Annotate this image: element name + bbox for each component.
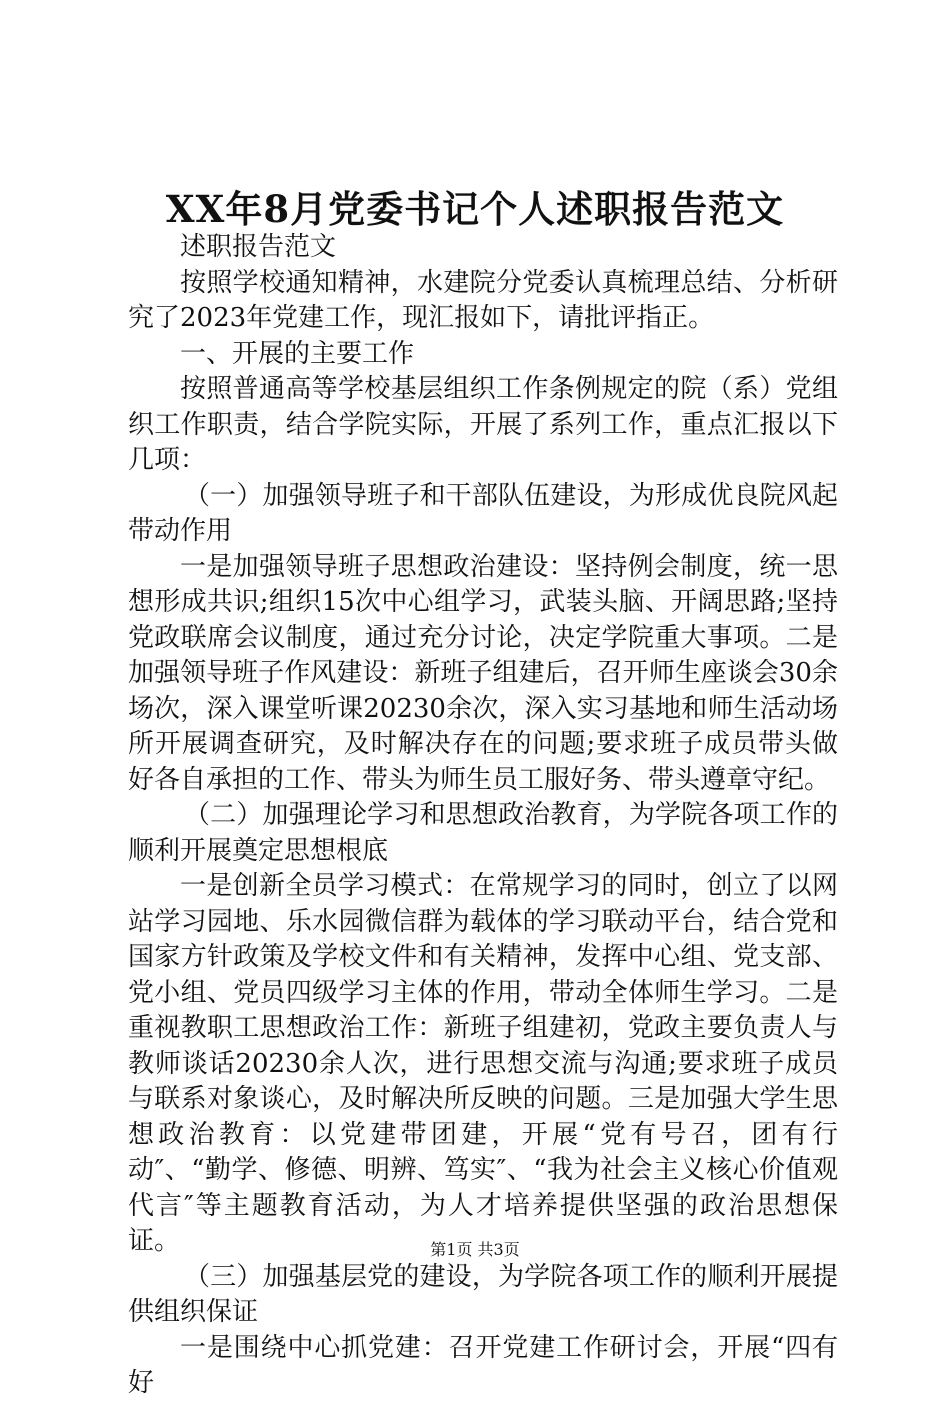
subsection-heading: （三）加强基层党的建设，为学院各项工作的顺利开展提供组织保证	[128, 1261, 838, 1327]
paragraph: 一是创新全员学习模式：在常规学习的同时，创立了以网站学习园地、乐水园微信群为载体的学习联动平台，结合党和国家方针政策及学校文件和有关精神，发挥中心组、党支部、党小组、党员四级学习主体的作用，带动全体师生学习。二是重视教职工思想政治工作：新班子组建初，党政主要负责人与教师谈话20230余人次，进行思想交流与沟通;要求班子成员与联系对象谈心，及时解决所反映的问题。三是加强大学生思想政治教育：以党建带团建，开展“党有号召，团有行动″、“勤学、修德、明辨、笃实″、“我为社会主义核心价值观代言″等主题教育活动，为人才培养提供坚强的政治思想保证。	[128, 871, 838, 1256]
document-body	[128, 230, 838, 1402]
page-footer: 第1页 共3页	[430, 1240, 520, 1259]
document-title: XX年8月党委书记个人述职报告范文	[165, 187, 785, 231]
subsection-heading: （二）加强理论学习和思想政治教育，为学院各项工作的顺利开展奠定思想根底	[128, 800, 838, 866]
section-heading: 一、开展的主要工作	[180, 338, 415, 369]
paragraph: 一是围绕中心抓党建：召开党建工作研讨会，开展“四有好	[128, 1332, 838, 1398]
paragraph: 按照学校通知精神，水建院分党委认真梳理总结、分析研究了2023年党建工作，现汇报如下，请批评指正。	[128, 267, 838, 333]
subsection-heading: （一）加强领导班子和干部队伍建设，为形成优良院风起带动作用	[128, 480, 838, 546]
paragraph: 一是加强领导班子思想政治建设：坚持例会制度，统一思想形成共识;组织15次中心组学习，武装头脑、开阔思路;坚持党政联席会议制度，通过充分讨论，决定学院重大事项。二是加强领导班子作风建设：新班子组建后，召开师生座谈会30余场次，深入课堂听课20230余次，深入实习基地和师生活动场所开展调查研究，及时解决存在的问题;要求班子成员带头做好各自承担的工作、带头为师生员工服好务、带头遵章守纪。	[128, 551, 838, 795]
paragraph: 述职报告范文	[180, 232, 337, 262]
paragraph: 按照普通高等学校基层组织工作条例规定的院（系）党组织工作职责，结合学院实际，开展了系列工作，重点汇报以下几项：	[128, 374, 838, 475]
